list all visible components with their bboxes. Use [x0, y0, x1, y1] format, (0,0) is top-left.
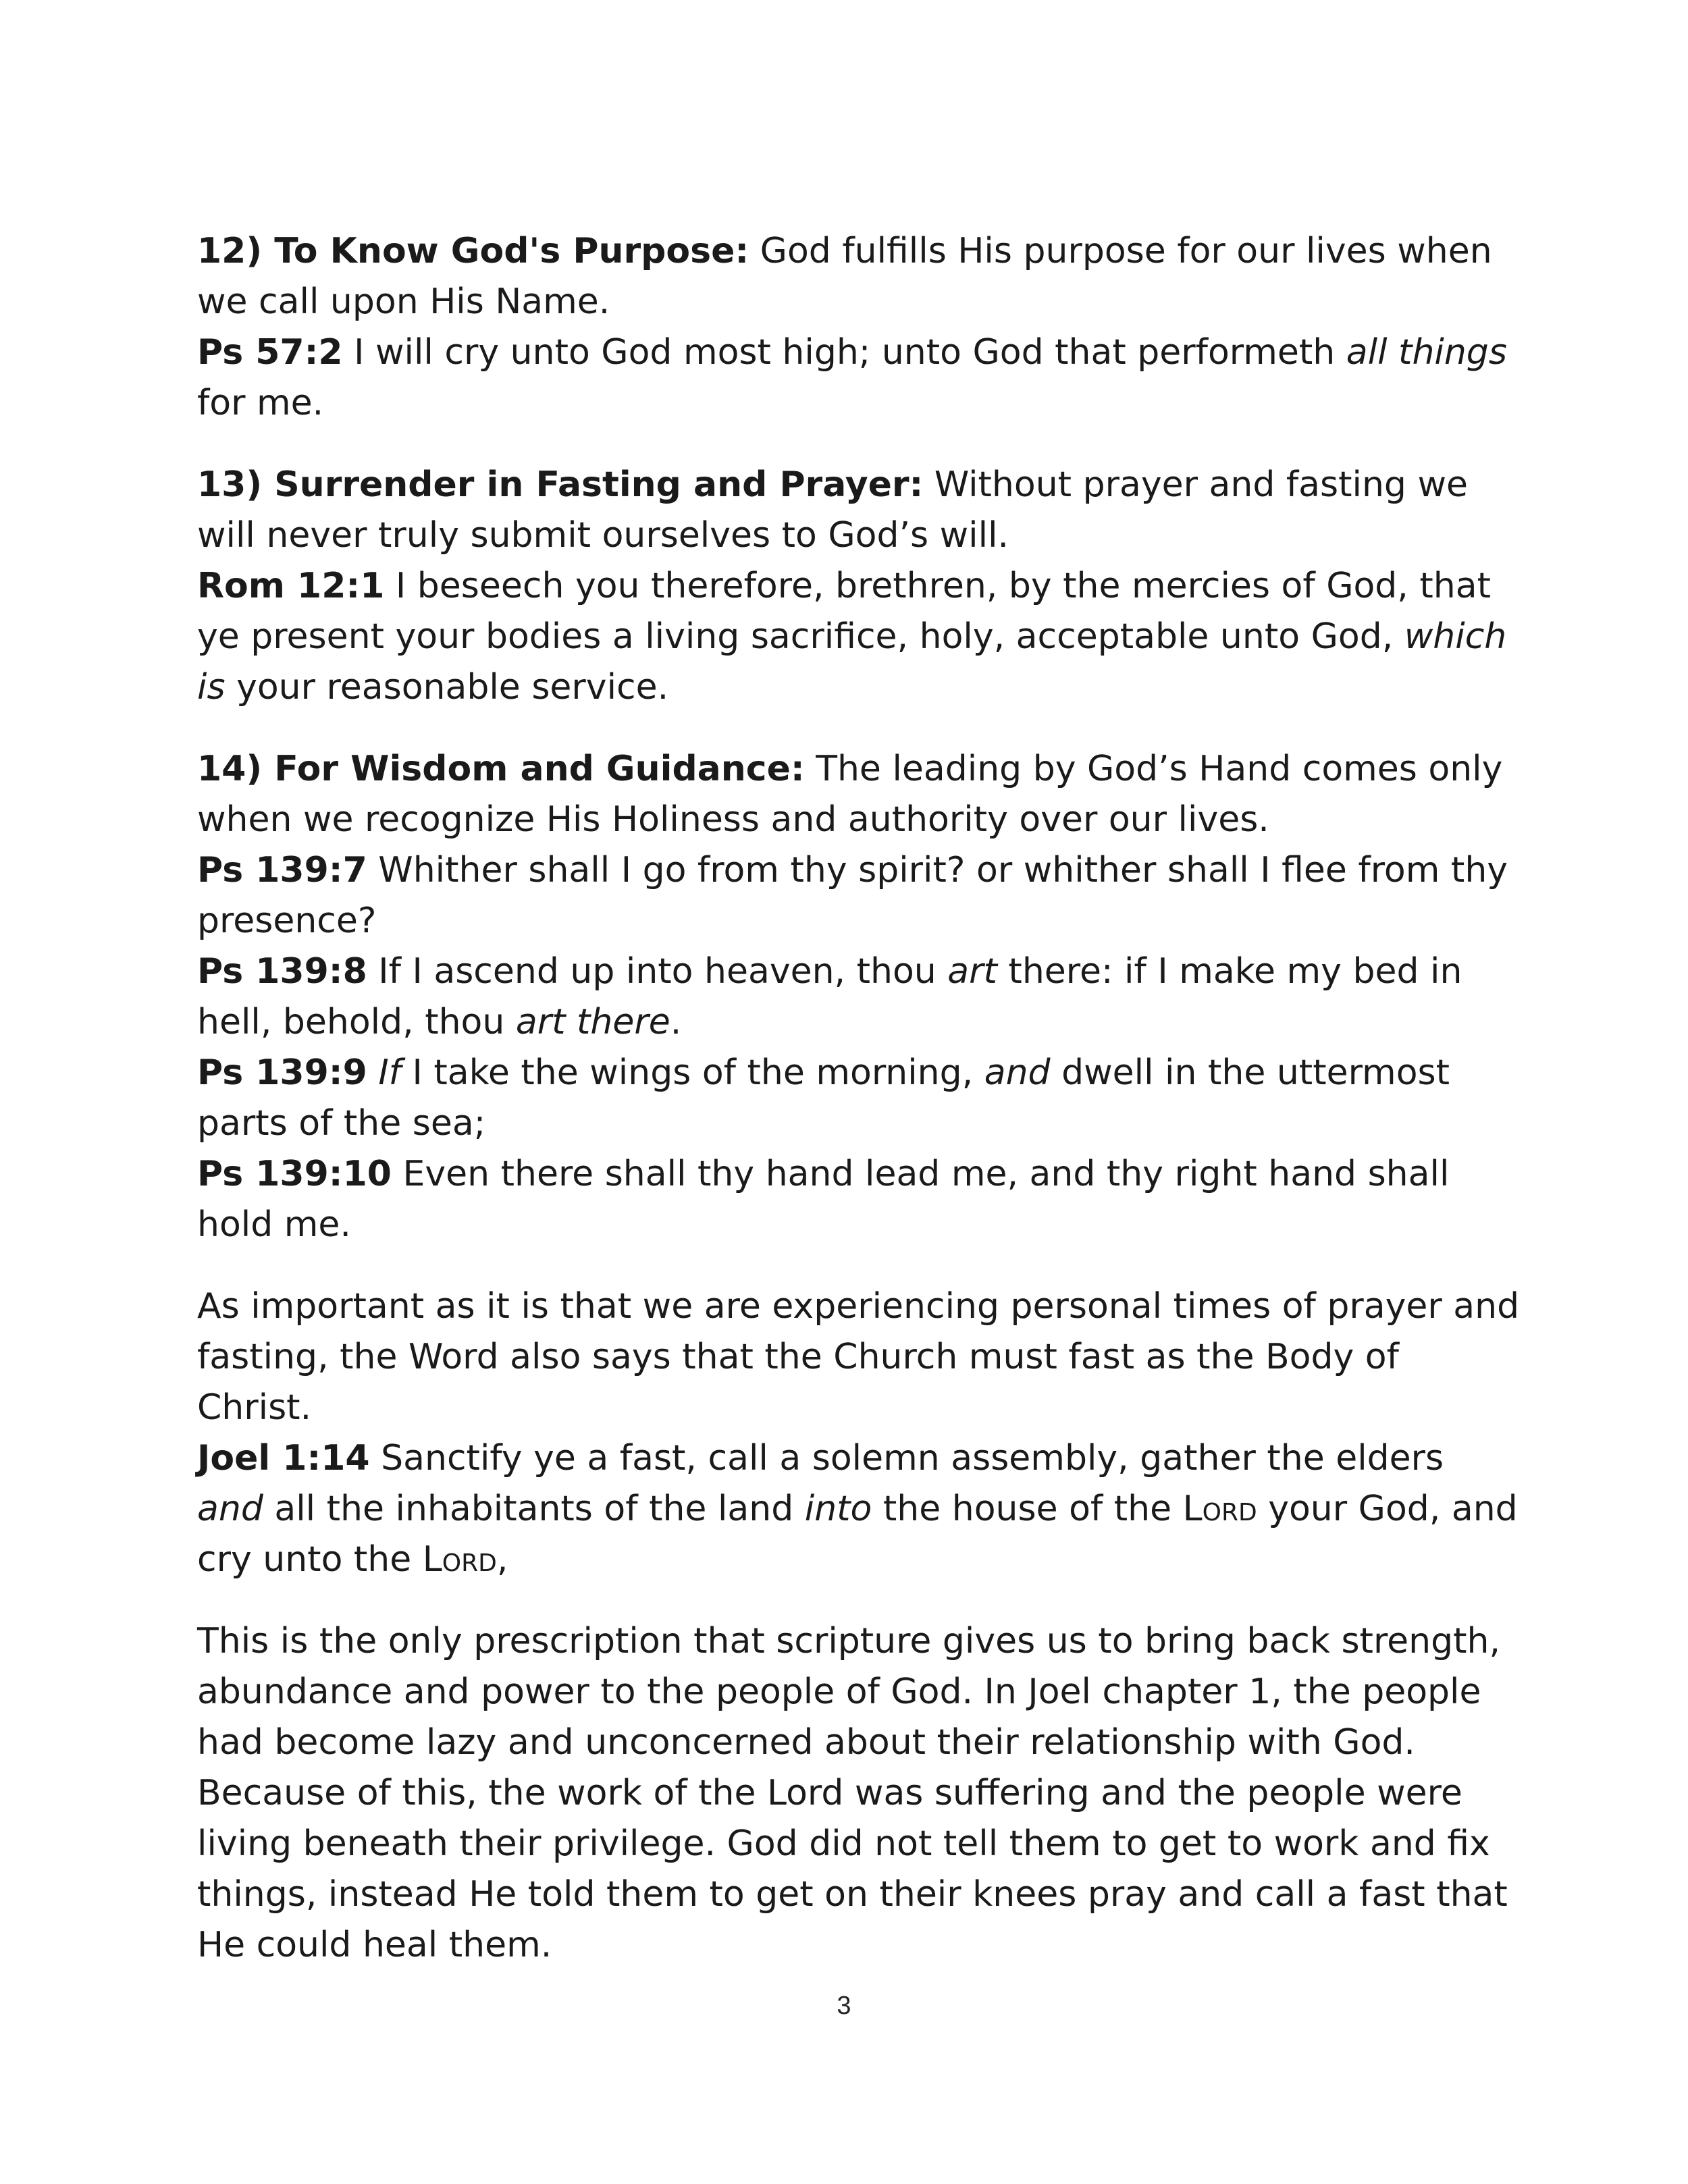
church-paragraph: As important as it is that we are experiencing personal times of prayer and fasting, the Word also says that the Church must fast as the Body of Christ.: [197, 1286, 1520, 1428]
verse-ref: Ps 139:8: [197, 951, 367, 992]
verse-italic: and: [197, 1489, 263, 1529]
verse-text: Whither shall I go from thy spirit? or whither shall I flee from thy presence?: [197, 850, 1508, 941]
verse-ref: Ps 139:7: [197, 850, 367, 890]
verse-text: ,: [496, 1539, 508, 1580]
verse-italic: into: [804, 1489, 872, 1529]
verse-text: dwell in the uttermost parts of the sea;: [197, 1053, 1450, 1144]
verse-text: your God, and cry unto the: [197, 1489, 1518, 1580]
verse-ref: Ps 139:10: [197, 1154, 392, 1194]
section-13-heading: 13) Surrender in Fasting and Prayer:: [197, 464, 924, 505]
verse-text: there: if I make my bed in hell, behold, thou: [197, 951, 1462, 1042]
verse-italic: If: [378, 1053, 401, 1093]
verse-small-caps: Lord: [422, 1539, 497, 1580]
verse-text: I will cry unto God most high; unto God that performeth: [342, 332, 1346, 373]
section-12-text: God fulfills His purpose for our lives when we call upon His Name.: [197, 231, 1492, 322]
verse-text: the house of the: [872, 1489, 1183, 1529]
verse-ps-139-9: [197, 1048, 1521, 1149]
page-body: [197, 226, 1521, 2002]
section-14-text: The leading by God’s Hand comes only when we recognize His Holiness and authority over our lives.: [197, 749, 1503, 840]
verse-joel-1-14: [197, 1433, 1521, 1585]
verse-italic: and: [984, 1053, 1051, 1093]
verse-italic: all things: [1346, 332, 1507, 373]
verse-text: I take the wings of the morning,: [400, 1053, 984, 1093]
page-number: 3: [837, 1992, 851, 2020]
section-12-intro: [197, 226, 1521, 327]
verse-ps-57-2: [197, 327, 1521, 429]
verse-ref: Joel 1:14: [197, 1438, 370, 1479]
verse-ps-139-10: [197, 1149, 1521, 1250]
closing-paragraph: This is the only prescription that scripture gives us to bring back strength, abundance and power to the people of God. In Joel chapter 1, the people had become lazy and unconcerned about their relationship with God. Because of this, the work of the Lord was suffering and the people were living beneath their privilege. God did not tell them to get to work and fix things, instead He told them to get on their knees pray and call a fast that He could heal them.: [197, 1621, 1508, 1965]
verse-text: If I ascend up into heaven, thou: [367, 951, 948, 992]
section-13-intro: [197, 460, 1521, 561]
verse-rom-12-1: [197, 561, 1521, 713]
verse-italic: which is: [197, 616, 1507, 708]
verse-ref: Ps 57:2: [197, 332, 343, 373]
verse-text: I beseech you therefore, brethren, by the mercies of God, that ye present your bodies a living sacrifice, holy, acceptable unto God,: [197, 566, 1491, 657]
verse-text: your reasonable service.: [225, 667, 669, 708]
verse-italic: art there: [515, 1002, 670, 1042]
verse-ps-139-8: [197, 947, 1521, 1048]
verse-text: all the inhabitants of the land: [263, 1489, 805, 1529]
verse-text: Even there shall thy hand lead me, and thy right hand shall hold me.: [197, 1154, 1450, 1245]
section-12-heading: 12) To Know God's Purpose:: [197, 231, 749, 271]
section-14-heading: 14) For Wisdom and Guidance:: [197, 749, 805, 789]
verse-small-caps: Lord: [1182, 1489, 1257, 1529]
verse-ref: Rom 12:1: [197, 566, 385, 606]
verse-italic: art: [947, 951, 997, 992]
verse-ref: Ps 139:9: [197, 1053, 367, 1093]
verse-text: for me.: [197, 383, 324, 423]
section-13-text: Without prayer and fasting we will never truly submit ourselves to God’s will.: [197, 464, 1468, 556]
verse-text: [367, 1053, 379, 1093]
verse-text: Sanctify ye a fast, call a solemn assembly, gather the elders: [369, 1438, 1444, 1479]
section-14-intro: [197, 744, 1521, 845]
verse-ps-139-7: [197, 845, 1521, 947]
verse-text: .: [670, 1002, 682, 1042]
